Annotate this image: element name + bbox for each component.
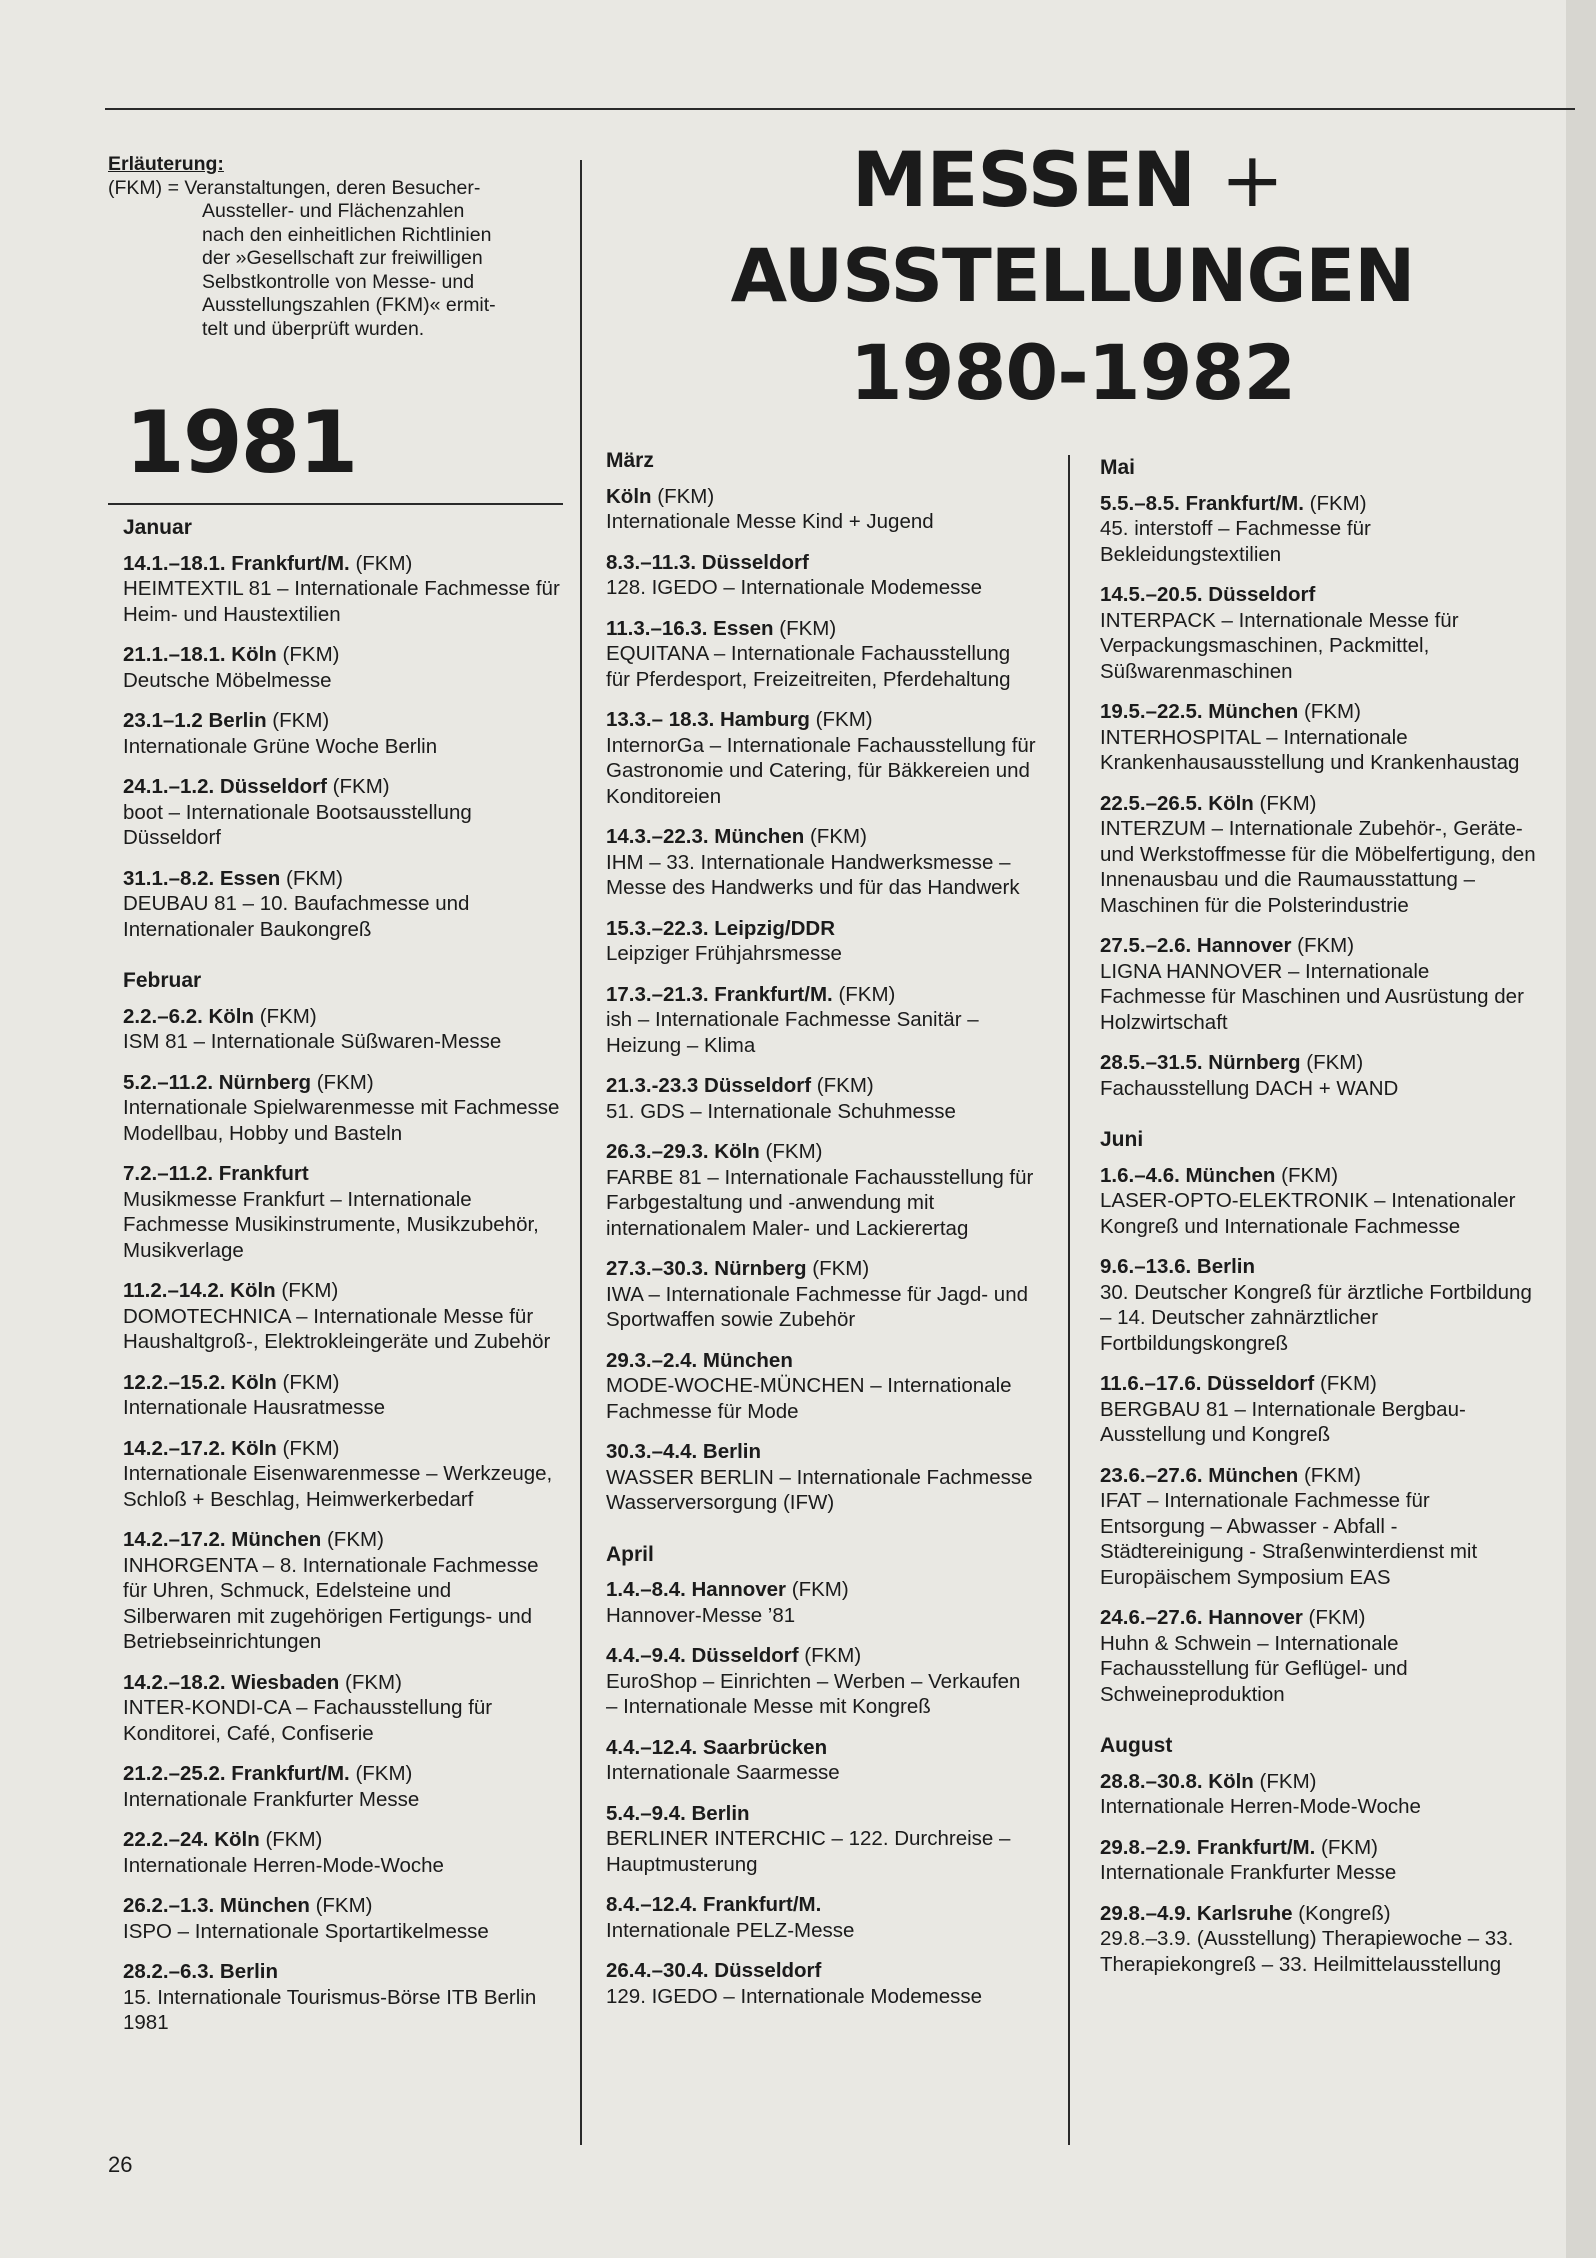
event-description: LIGNA HANNOVER – Internationale Fachmesse für Maschinen und Ausrüstung der Holzwirtschaft [1100, 959, 1524, 1034]
event-date-place: 24.6.–27.6. Hannover [1100, 1606, 1303, 1629]
event-date-place: 4.4.–9.4. Düsseldorf [606, 1644, 799, 1667]
event-entry [606, 1735, 1036, 1786]
event-description: Internationale PELZ-Messe [606, 1918, 855, 1942]
event-entry [1100, 582, 1540, 684]
event-heading [1100, 699, 1540, 725]
month-heading: August [1100, 1734, 1173, 1757]
month-heading: Februar [123, 969, 202, 992]
event-description: DOMOTECHNICA – Internationale Messe für Haushaltgroß-, Elektrokleingeräte und Zubehör [123, 1304, 551, 1353]
event-date-place: 29.8.–4.9. Karlsruhe [1100, 1901, 1293, 1925]
event-tag: (FKM) [1309, 491, 1367, 515]
event-description: Internationale Herren-Mode-Woche [123, 1853, 444, 1877]
event-entry [123, 1893, 563, 1944]
event-tag: (FKM) [838, 982, 896, 1006]
event-entry [123, 774, 563, 851]
event-heading [606, 1348, 1036, 1374]
event-date-place: 26.2.–1.3. München [123, 1894, 310, 1917]
event-date-place: 14.5.–20.5. Düsseldorf [1100, 583, 1316, 606]
event-description: IHM – 33. Internationale Handwerksmesse – Messe des Handwerks und für das Handwerk [606, 850, 1020, 899]
legend-line: (FKM) = Veranstaltungen, deren Besucher- [108, 176, 481, 199]
event-date-place: 23.1–1.2 Berlin [123, 709, 267, 732]
event-date-place: 21.3.-23.3 Düsseldorf [606, 1074, 812, 1097]
event-description: 51. GDS – Internationale Schuhmesse [606, 1099, 956, 1123]
event-date-place: 27.3.–30.3. Nürnberg [606, 1257, 807, 1280]
event-entry [606, 1643, 1036, 1720]
event-date-place: 14.1.–18.1. Frankfurt/M. [123, 551, 350, 575]
event-heading [606, 916, 1036, 942]
event-entry [1100, 1371, 1540, 1448]
event-tag: (FKM) [815, 708, 873, 731]
event-date-place: 14.2.–17.2. Köln [123, 1436, 277, 1460]
event-entry [123, 1527, 563, 1655]
event-entry [606, 1892, 1036, 1943]
event-description: boot – Internationale Bootsausstellung Düsseldorf [123, 800, 472, 849]
event-tag: (Kongreß) [1298, 1901, 1391, 1925]
event-description: 128. IGEDO – Internationale Modemesse [606, 576, 983, 599]
event-tag: (FKM) [286, 866, 343, 890]
event-description: INTERZUM – Internationale Zubehör-, Geräte- und Werkstoffmesse für die Möbelfertigung, den Innenausbau und die Raumausstattung – Maschinen für die Polsterindustrie [1100, 817, 1536, 917]
event-description: ISPO – Internationale Sportartikelmesse [123, 1919, 489, 1943]
event-entry [123, 1670, 563, 1747]
event-entry [1100, 1605, 1540, 1707]
event-date-place: 23.6.–27.6. München [1100, 1463, 1299, 1487]
event-entry [606, 916, 1036, 967]
page-edge [1566, 0, 1596, 2258]
event-heading [123, 1761, 563, 1787]
event-entry [123, 1070, 563, 1147]
event-heading [606, 550, 1036, 576]
event-entry [123, 1761, 563, 1812]
event-description: 30. Deutscher Kongreß für ärztliche Fortbildung – 14. Deutscher zahnärztlicher Fortbildungskongreß [1100, 1280, 1532, 1355]
event-entry [606, 824, 1036, 901]
legend [108, 153, 548, 341]
year-heading: 1981 [125, 393, 357, 493]
event-description: Musikmesse Frankfurt – Internationale Fachmesse Musikinstrumente, Musikzubehör, Musikverlage [123, 1187, 539, 1262]
page-number: 26 [108, 2152, 133, 2177]
event-tag: (FKM) [265, 1828, 323, 1851]
event-description: 29.8.–3.9. (Ausstellung) Therapiewoche – 33. Therapiekongreß – 33. Heilmittelausstellung [1100, 1927, 1514, 1976]
event-heading [606, 1892, 1036, 1918]
event-description: INHORGENTA – 8. Internationale Fachmesse für Uhren, Schmuck, Edelsteine und Silberwaren mit zugehörigen Fertigungs- und Betriebseinrichtungen [123, 1553, 539, 1653]
event-tag: (FKM) [1281, 1163, 1339, 1187]
month-heading: April [606, 1542, 654, 1566]
event-entry [606, 1348, 1036, 1425]
title-line-1 [600, 135, 1535, 224]
event-heading [1100, 791, 1540, 817]
event-entry [606, 1577, 1036, 1628]
event-description: Fachausstellung DACH + WAND [1100, 1076, 1399, 1100]
event-entry [1100, 1050, 1540, 1101]
event-heading [1100, 491, 1540, 517]
event-date-place: 14.2.–18.2. Wiesbaden [123, 1670, 340, 1694]
event-entry [123, 1959, 563, 2036]
event-date-place: 11.2.–14.2. Köln [123, 1279, 276, 1302]
event-tag: (FKM) [657, 484, 715, 508]
month-heading: Mai [1100, 456, 1136, 479]
event-heading [606, 484, 1036, 510]
page-title [610, 135, 1535, 417]
event-tag: (FKM) [355, 1762, 413, 1785]
event-heading [606, 824, 1036, 850]
event-date-place: 24.1.–1.2. Düsseldorf [123, 775, 327, 798]
event-tag: (FKM) [345, 1670, 402, 1694]
event-entry [606, 1801, 1036, 1878]
column-may-august [1100, 455, 1540, 1992]
event-entry [1100, 1463, 1540, 1591]
event-description: LASER-OPTO-ELEKTRONIK – Intenationaler Kongreß und Internationale Fachmesse [1100, 1189, 1516, 1238]
event-description: WASSER BERLIN – Internationale Fachmesse Wasserversorgung (IFW) [606, 1465, 1033, 1514]
event-tag: (FKM) [816, 1074, 874, 1097]
event-tag: (FKM) [809, 825, 867, 848]
event-tag: (FKM) [315, 1894, 373, 1917]
event-heading [123, 1959, 563, 1985]
event-description: BERLINER INTERCHIC – 122. Durchreise – Hauptmusterung [606, 1827, 1011, 1876]
title-messen: MESSEN [851, 135, 1195, 224]
event-tag: (FKM) [1319, 1372, 1377, 1395]
event-entry [123, 1370, 563, 1421]
event-description: BERGBAU 81 – Internationale Bergbau-Ausstellung und Kongreß [1100, 1397, 1466, 1446]
event-entry [1100, 1835, 1540, 1886]
legend-line: Aussteller- und Flächenzahlen [202, 200, 465, 222]
event-heading [123, 1004, 563, 1030]
event-tag: (FKM) [326, 1528, 384, 1551]
title-plus: + [1220, 135, 1284, 224]
event-description: Internationale Messe Kind + Jugend [606, 510, 934, 533]
event-description: Internationale Grüne Woche Berlin [123, 734, 438, 758]
event-description: Hannover-Messe ’81 [606, 1603, 796, 1627]
event-entry [123, 1827, 563, 1878]
column-divider [1068, 455, 1070, 2145]
event-entry [1100, 1254, 1540, 1356]
event-description: Internationale Hausratmesse [123, 1396, 386, 1419]
event-description: Internationale Frankfurter Messe [1100, 1861, 1397, 1884]
event-date-place: 5.5.–8.5. Frankfurt/M. [1100, 491, 1304, 515]
event-tag: (FKM) [355, 551, 413, 575]
event-date-place: 13.3.– 18.3. Hamburg [606, 708, 810, 731]
event-date-place: 15.3.–22.3. Leipzig/DDR [606, 916, 836, 940]
event-date-place: 11.3.–16.3. Essen [606, 616, 774, 640]
event-description: EuroShop – Einrichten – Werben – Verkaufen – Internationale Messe mit Kongreß [606, 1669, 1021, 1718]
event-date-place: 28.2.–6.3. Berlin [123, 1960, 278, 1983]
legend-line: Selbstkontrolle von Messe- und [202, 270, 475, 293]
event-heading [1100, 1835, 1540, 1861]
event-heading [123, 642, 563, 668]
event-tag: (FKM) [332, 775, 390, 798]
event-date-place: 19.5.–22.5. München [1100, 700, 1299, 723]
event-description: ISM 81 – Internationale Süßwaren-Messe [123, 1030, 502, 1053]
event-description: IFAT – Internationale Fachmesse für Entsorgung – Abwasser - Abfall - Städtereinigung - Straßenwinterdienst mit Europäischem Symposium EAS [1100, 1489, 1478, 1589]
event-description: Internationale Frankfurter Messe [123, 1787, 420, 1811]
event-heading [123, 1827, 563, 1853]
event-heading [606, 982, 1036, 1008]
month-heading: Juni [1100, 1128, 1144, 1151]
event-heading [123, 1370, 563, 1396]
event-heading [606, 1643, 1036, 1669]
event-heading [606, 1801, 1036, 1827]
event-entry [123, 1278, 563, 1355]
event-entry [1100, 1901, 1540, 1978]
event-date-place: 2.2.–6.2. Köln [123, 1004, 255, 1028]
event-entry [1100, 933, 1540, 1035]
event-date-place: 31.1.–8.2. Essen [123, 866, 281, 890]
event-date-place: 28.5.–31.5. Nürnberg [1100, 1051, 1301, 1074]
event-heading [1100, 1901, 1540, 1927]
event-entry [1100, 1163, 1540, 1240]
event-date-place: 12.2.–15.2. Köln [123, 1370, 277, 1394]
event-description: InternorGa – Internationale Fachausstellung für Gastronomie und Catering, für Bäkkereien und Konditoreien [606, 733, 1036, 808]
event-entry [606, 1139, 1036, 1241]
event-tag: (FKM) [804, 1644, 862, 1667]
event-date-place: 22.5.–26.5. Köln [1100, 791, 1254, 815]
event-description: Deutsche Möbelmesse [123, 668, 332, 692]
legend-line: nach den einheitlichen Richtlinien [202, 223, 492, 246]
event-tag: (FKM) [282, 643, 340, 666]
event-heading [1100, 1605, 1540, 1631]
event-date-place: 11.6.–17.6. Düsseldorf [1100, 1372, 1315, 1395]
event-description: Leipziger Frühjahrsmesse [606, 942, 842, 965]
event-entry [606, 1073, 1036, 1124]
event-heading [1100, 1769, 1540, 1795]
event-date-place: 1.4.–8.4. Hannover [606, 1578, 787, 1601]
event-heading [123, 1070, 563, 1096]
event-date-place: 1.6.–4.6. München [1100, 1163, 1276, 1187]
event-entry [123, 1004, 563, 1055]
event-tag: (FKM) [812, 1257, 870, 1280]
event-description: Internationale Saarmesse [606, 1761, 840, 1784]
event-heading [1100, 1371, 1540, 1397]
event-heading [123, 1161, 563, 1187]
event-date-place: 8.4.–12.4. Frankfurt/M. [606, 1893, 822, 1916]
event-description: IWA – Internationale Fachmesse für Jagd- und Sportwaffen sowie Zubehör [606, 1282, 1028, 1331]
event-heading [123, 1436, 563, 1462]
event-entry [123, 866, 563, 943]
event-description: MODE-WOCHE-MÜNCHEN – Internationale Fachmesse für Mode [606, 1374, 1012, 1423]
event-entry [606, 1958, 1036, 2009]
event-heading [606, 1139, 1036, 1165]
event-date-place: 26.3.–29.3. Köln [606, 1140, 760, 1163]
event-entry [1100, 791, 1540, 919]
event-entry [123, 1436, 563, 1513]
event-entry [1100, 699, 1540, 776]
event-entry [606, 707, 1036, 809]
event-date-place: 21.2.–25.2. Frankfurt/M. [123, 1762, 350, 1785]
event-tag: (FKM) [272, 709, 330, 732]
event-date-place: 28.8.–30.8. Köln [1100, 1769, 1254, 1793]
event-tag: (FKM) [282, 1370, 340, 1394]
event-tag: (FKM) [1303, 700, 1361, 723]
event-tag: (FKM) [259, 1004, 317, 1028]
event-description: Huhn & Schwein – Internationale Fachausstellung für Geflügel- und Schweineproduktion [1100, 1631, 1408, 1706]
event-description: INTERHOSPITAL – Internationale Krankenhausausstellung und Krankenhaustag [1100, 725, 1520, 774]
legend-line: Ausstellungszahlen (FKM)« ermit- [202, 294, 496, 316]
event-tag: (FKM) [282, 1436, 340, 1460]
event-date-place: Köln [606, 484, 652, 508]
event-heading [1100, 1254, 1540, 1280]
event-date-place: 17.3.–21.3. Frankfurt/M. [606, 982, 833, 1006]
event-description: HEIMTEXTIL 81 – Internationale Fachmesse für Heim- und Haustextilien [123, 577, 560, 626]
event-tag: (FKM) [1306, 1051, 1364, 1074]
event-description: FARBE 81 – Internationale Fachausstellung für Farbgestaltung und -anwendung mit internationalem Maler- und Lackierertag [606, 1165, 1034, 1240]
event-date-place: 5.4.–9.4. Berlin [606, 1801, 750, 1825]
title-line-3: 1980-1982 [849, 328, 1296, 417]
event-heading [123, 1527, 563, 1553]
event-description: INTERPACK – Internationale Messe für Verpackungsmaschinen, Packmittel, Süßwarenmaschinen [1100, 608, 1459, 683]
event-tag: (FKM) [1259, 1769, 1317, 1793]
event-description: Internationale Herren-Mode-Woche [1100, 1795, 1421, 1818]
event-date-place: 7.2.–11.2. Frankfurt [123, 1162, 309, 1185]
event-entry [1100, 1769, 1540, 1820]
event-heading [1100, 1463, 1540, 1489]
event-entry [606, 1439, 1036, 1516]
event-date-place: 4.4.–12.4. Saarbrücken [606, 1735, 828, 1759]
event-tag: (FKM) [281, 1279, 339, 1302]
event-heading [1100, 1163, 1540, 1189]
event-heading [606, 1256, 1036, 1282]
event-date-place: 21.1.–18.1. Köln [123, 643, 277, 666]
event-heading [123, 774, 563, 800]
event-description: 129. IGEDO – Internationale Modemesse [606, 1984, 983, 2008]
year-rule [108, 503, 563, 505]
event-description: ish – Internationale Fachmesse Sanitär – Heizung – Klima [606, 1008, 979, 1057]
event-heading [1100, 933, 1540, 959]
event-tag: (FKM) [791, 1578, 849, 1601]
event-date-place: 14.2.–17.2. München [123, 1528, 322, 1551]
event-heading [123, 708, 563, 734]
event-heading [123, 551, 563, 577]
month-heading: Januar [123, 516, 192, 539]
event-entry [606, 616, 1036, 693]
event-heading [1100, 1050, 1540, 1076]
event-heading [1100, 582, 1540, 608]
event-heading [123, 1278, 563, 1304]
event-heading [606, 1073, 1036, 1099]
event-heading [123, 1670, 563, 1696]
event-entry [123, 551, 563, 628]
event-date-place: 9.6.–13.6. Berlin [1100, 1255, 1255, 1278]
legend-line: der »Gesellschaft zur freiwilligen [202, 247, 483, 269]
event-heading [123, 1893, 563, 1919]
event-description: 15. Internationale Tourismus-Börse ITB Berlin 1981 [123, 1985, 537, 2034]
event-heading [606, 707, 1036, 733]
event-description: Internationale Spielwarenmesse mit Fachmesse Modellbau, Hobby und Basteln [123, 1096, 560, 1145]
event-tag: (FKM) [316, 1070, 374, 1094]
event-description: Internationale Eisenwarenmesse – Werkzeuge, Schloß + Beschlag, Heimwerkerbedarf [123, 1462, 553, 1511]
event-tag: (FKM) [1308, 1606, 1366, 1629]
event-date-place: 26.4.–30.4. Düsseldorf [606, 1959, 822, 1982]
event-description: EQUITANA – Internationale Fachausstellung für Pferdesport, Freizeitreiten, Pferdehaltung [606, 642, 1011, 691]
event-entry [606, 484, 1036, 535]
event-date-place: 8.3.–11.3. Düsseldorf [606, 550, 809, 574]
top-rule [105, 108, 1575, 110]
event-entry [606, 982, 1036, 1059]
event-entry [606, 550, 1036, 601]
column-march-april [606, 448, 1036, 2024]
event-entry [606, 1256, 1036, 1333]
event-entry [123, 642, 563, 693]
event-entry [123, 708, 563, 759]
event-tag: (FKM) [765, 1140, 823, 1163]
event-heading [606, 1735, 1036, 1761]
event-description: 45. interstoff – Fachmesse für Bekleidungstextilien [1100, 517, 1371, 566]
event-heading [606, 1439, 1036, 1465]
title-line-2: AUSSTELLUNGEN [730, 234, 1415, 319]
event-heading [606, 1577, 1036, 1603]
event-date-place: 5.2.–11.2. Nürnberg [123, 1070, 312, 1094]
event-date-place: 29.3.–2.4. München [606, 1348, 793, 1372]
event-date-place: 29.8.–2.9. Frankfurt/M. [1100, 1835, 1316, 1859]
event-description: INTER-KONDI-CA – Fachausstellung für Konditorei, Café, Confiserie [123, 1696, 493, 1745]
event-date-place: 27.5.–2.6. Hannover [1100, 934, 1292, 957]
column-divider [580, 160, 582, 2145]
event-tag: (FKM) [1259, 791, 1317, 815]
month-heading: März [606, 449, 654, 472]
event-heading [123, 866, 563, 892]
legend-line: telt und überprüft wurden. [202, 317, 425, 340]
event-date-place: 14.3.–22.3. München [606, 825, 805, 848]
event-tag: (FKM) [779, 616, 837, 640]
event-tag: (FKM) [1303, 1463, 1361, 1487]
event-heading [606, 1958, 1036, 1984]
event-date-place: 30.3.–4.4. Berlin [606, 1440, 761, 1463]
event-entry [123, 1161, 563, 1263]
event-tag: (FKM) [1297, 934, 1355, 957]
event-tag: (FKM) [1321, 1835, 1378, 1859]
event-description: DEUBAU 81 – 10. Baufachmesse und Internationaler Baukongreß [123, 892, 470, 941]
event-entry [1100, 491, 1540, 568]
event-heading [606, 616, 1036, 642]
legend-heading: Erläuterung: [108, 153, 224, 175]
column-january-february [123, 515, 563, 2051]
event-date-place: 22.2.–24. Köln [123, 1828, 260, 1851]
